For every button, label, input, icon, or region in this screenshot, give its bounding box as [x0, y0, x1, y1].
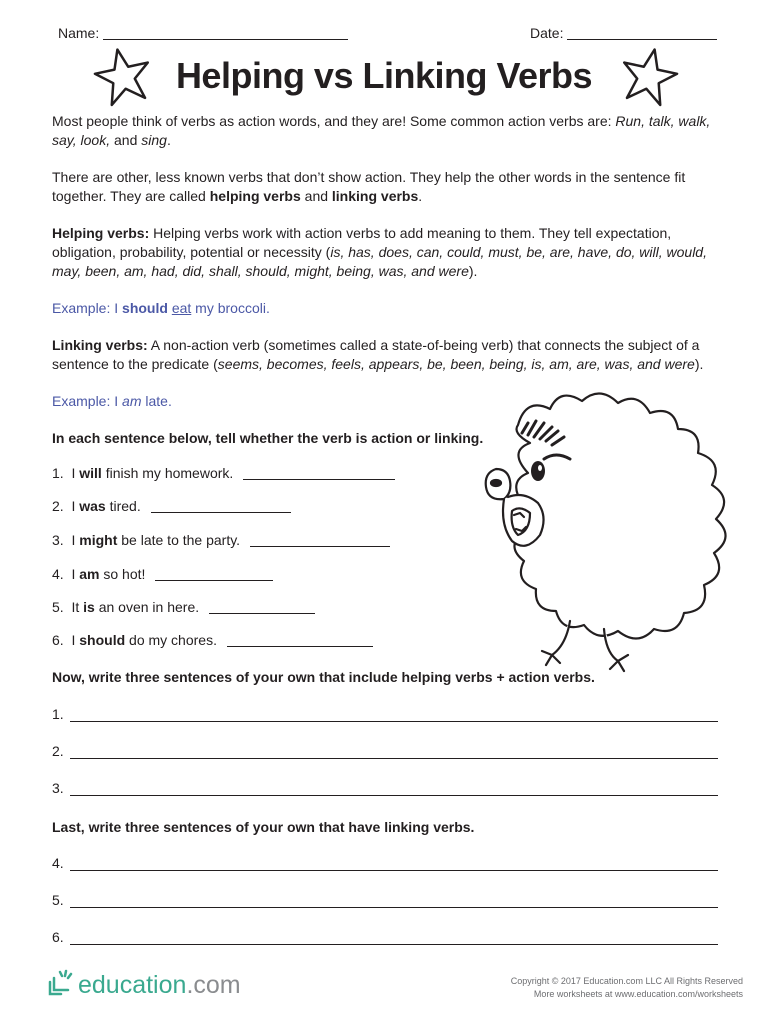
name-field — [58, 25, 348, 41]
writing-rule — [70, 721, 718, 722]
answer-blank[interactable] — [250, 532, 390, 547]
writing-line[interactable] — [52, 706, 718, 724]
example-text: Example: I — [52, 300, 123, 316]
exercise-3-instruction: Last, write three sentences of your own that have linking verbs. — [52, 819, 475, 835]
writing-rule — [70, 795, 718, 796]
item-number: 5. — [52, 599, 64, 615]
exercise-2-instruction: Now, write three sentences of your own that include helping verbs + action verbs. — [52, 669, 595, 685]
example-text: my broccoli. — [191, 300, 270, 316]
writing-rule — [70, 944, 718, 945]
writing-line[interactable] — [52, 855, 718, 873]
date-field — [530, 25, 717, 41]
copyright — [511, 975, 743, 1001]
helping-verbs-definition — [52, 224, 722, 281]
writing-line[interactable] — [52, 892, 718, 910]
linking-text: ). — [694, 356, 704, 372]
helping-text: ). — [468, 263, 478, 279]
answer-blank[interactable] — [209, 599, 315, 614]
item-number: 3. — [52, 532, 64, 548]
star-icon — [618, 45, 680, 107]
item-text: tired. — [105, 498, 141, 514]
item-verb: should — [79, 632, 126, 648]
answer-blank[interactable] — [155, 566, 273, 581]
example-action-verb: eat — [171, 300, 192, 316]
list-item — [52, 566, 273, 582]
answer-blank[interactable] — [227, 632, 373, 647]
item-text: an oven in here. — [94, 599, 200, 615]
helping-list: is, has, does, can, could, must, be, are, have, do, will, would, may, been, am, had, did, shall, should, might, being, was, and were — [52, 244, 707, 279]
line-number: 6. — [52, 929, 64, 945]
writing-rule — [70, 907, 718, 908]
linking-label: Linking verbs: — [52, 337, 148, 353]
intro-paragraph-1 — [52, 112, 722, 150]
item-text: It — [71, 599, 84, 615]
date-blank — [567, 25, 717, 40]
item-number: 1. — [52, 465, 64, 481]
name-blank — [103, 25, 348, 40]
answer-blank[interactable] — [243, 465, 395, 480]
list-item — [52, 498, 291, 514]
linking-verbs-definition — [52, 336, 722, 374]
intro-text: . — [166, 132, 171, 148]
worksheets-link[interactable]: More worksheets at www.education.com/worksheets — [533, 989, 743, 999]
item-text: I — [71, 532, 80, 548]
intro-text: . — [418, 188, 423, 204]
intro-text: and — [300, 188, 332, 204]
term-helping: helping verbs — [209, 188, 301, 204]
writing-line[interactable] — [52, 780, 718, 798]
item-text: I — [71, 465, 80, 481]
item-text: finish my homework. — [101, 465, 234, 481]
linking-text: A non-action verb (sometimes called a state-of-being verb) that connects the subject of a sentence to the predicate ( — [52, 337, 700, 372]
item-verb: is — [83, 599, 95, 615]
intro-examples: Run, talk, walk, say, look, — [52, 113, 711, 148]
helping-text: Helping verbs work with action verbs to add meaning to them. They tell expectation, obligation, probability, potential or necessity ( — [52, 225, 672, 260]
line-number: 3. — [52, 780, 64, 796]
example-text: late. — [141, 393, 172, 409]
date-label: Date: — [530, 25, 564, 41]
item-text: I — [71, 632, 80, 648]
list-item — [52, 465, 395, 481]
writing-rule — [70, 870, 718, 871]
example-linking-verb: am — [122, 393, 142, 409]
line-number: 1. — [52, 706, 64, 722]
example-helping-verb: should — [122, 300, 168, 316]
linking-list: seems, becomes, feels, appears, be, been, being, is, am, are, was, and were — [217, 356, 695, 372]
writing-rule — [70, 758, 718, 759]
list-item — [52, 599, 315, 615]
intro-text: Most people think of verbs as action words, and they are! Some common action verbs are: — [52, 113, 616, 129]
logo-com: .com — [186, 971, 241, 999]
helping-label: Helping verbs: — [52, 225, 150, 241]
exercise-1-instruction: In each sentence below, tell whether the verb is action or linking. — [52, 430, 484, 446]
intro-text: There are other, less known verbs that don’t show action. They help the other words in the sentence fit together. They are called — [52, 169, 686, 204]
list-item — [52, 532, 390, 548]
line-number: 2. — [52, 743, 64, 759]
term-linking: linking verbs — [331, 188, 419, 204]
intro-examples: sing — [141, 132, 167, 148]
line-number: 5. — [52, 892, 64, 908]
writing-line[interactable] — [52, 743, 718, 761]
item-verb: was — [79, 498, 106, 514]
line-number: 4. — [52, 855, 64, 871]
education-logo — [46, 968, 241, 1000]
copyright-line: Copyright © 2017 Education.com LLC All Rights Reserved — [510, 976, 743, 986]
intro-text: and — [110, 132, 142, 148]
item-verb: am — [79, 566, 100, 582]
hedgehog-illustration — [478, 385, 748, 680]
logo-text: education — [78, 971, 187, 999]
item-text: be late to the party. — [117, 532, 241, 548]
item-text: I — [71, 566, 80, 582]
education-logo-icon — [46, 968, 76, 998]
intro-paragraph-2 — [52, 168, 722, 206]
item-number: 4. — [52, 566, 64, 582]
writing-line[interactable] — [52, 929, 718, 947]
example-text: Example: I — [52, 393, 123, 409]
item-text: I — [71, 498, 80, 514]
item-verb: will — [79, 465, 102, 481]
item-verb: might — [79, 532, 118, 548]
item-text: so hot! — [99, 566, 146, 582]
item-text: do my chores. — [125, 632, 217, 648]
list-item — [52, 632, 373, 648]
name-label: Name: — [58, 25, 100, 41]
item-number: 6. — [52, 632, 64, 648]
helping-example — [52, 299, 722, 318]
answer-blank[interactable] — [151, 498, 291, 513]
page-title: Helping vs Linking Verbs — [175, 55, 593, 96]
item-number: 2. — [52, 498, 64, 514]
